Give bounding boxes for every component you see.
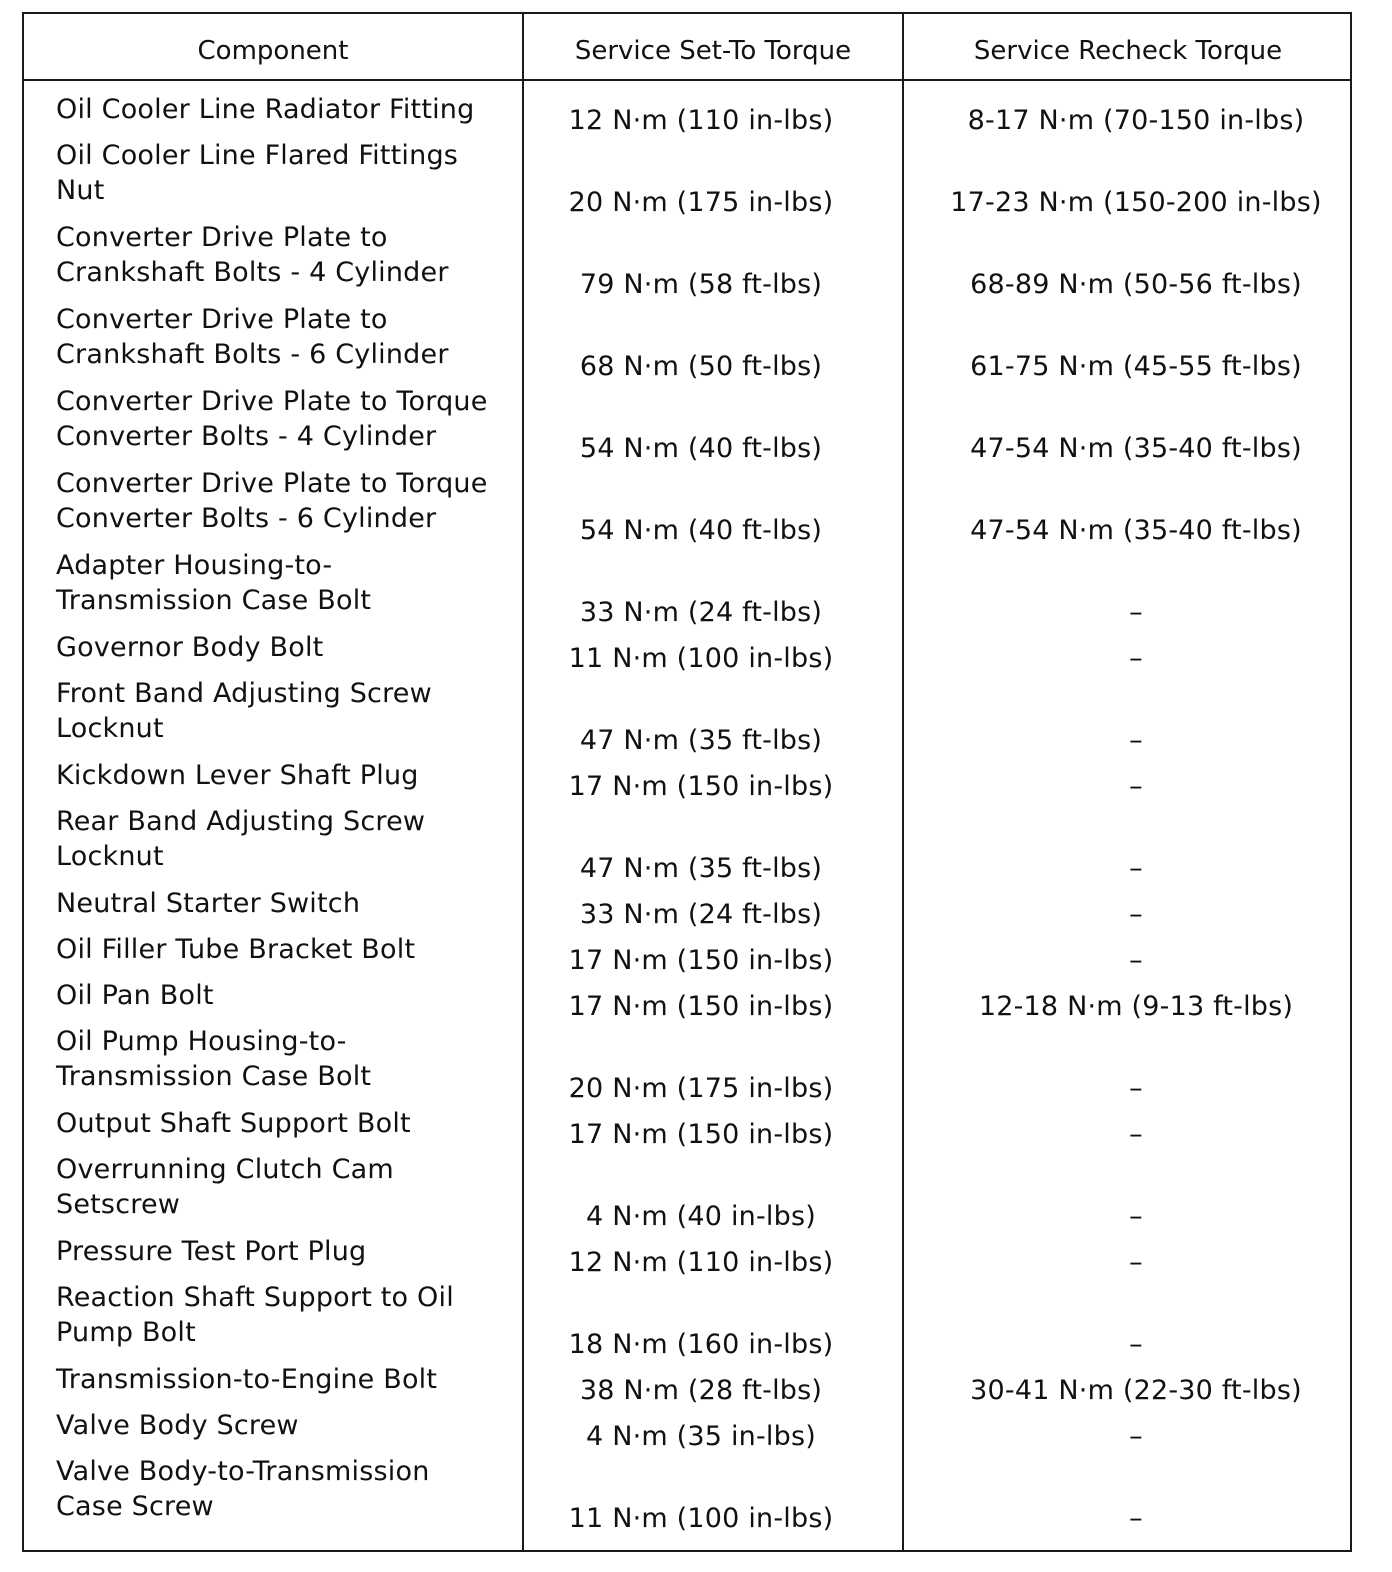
component-cell: Reaction Shaft Support to Oil Pump Bolt (56, 1282, 454, 1348)
recheck-torque-cell: 61-75 N·m (45-55 ft-lbs) (970, 351, 1302, 382)
recheck-torque-cell: 47-54 N·m (35-40 ft-lbs) (970, 515, 1302, 546)
component-cell: Oil Pan Bolt (56, 980, 214, 1011)
component-cell: Valve Body-to-Transmission Case Screw (56, 1456, 430, 1522)
table-row (24, 384, 1350, 466)
set-to-torque-cell: 20 N·m (175 in-lbs) (568, 1073, 834, 1104)
recheck-torque-cell: – (1129, 1247, 1143, 1278)
table-row (24, 932, 1350, 978)
set-to-torque-cell: 11 N·m (100 in-lbs) (568, 643, 834, 674)
component-cell: Oil Cooler Line Flared Fittings Nut (56, 140, 459, 206)
set-to-torque-cell: 54 N·m (40 ft-lbs) (579, 433, 823, 464)
table-row (24, 1454, 1350, 1536)
table-body (24, 92, 1350, 1536)
set-to-torque-cell: 20 N·m (175 in-lbs) (568, 187, 834, 218)
table-row (24, 804, 1350, 886)
table-header (24, 14, 1350, 81)
table-row (24, 1024, 1350, 1106)
table-row (24, 1362, 1350, 1408)
component-cell: Rear Band Adjusting Screw Locknut (56, 806, 426, 872)
recheck-torque-cell: 17-23 N·m (150-200 in-lbs) (950, 187, 1322, 218)
table-row (24, 886, 1350, 932)
table-row (24, 978, 1350, 1024)
recheck-torque-cell: 47-54 N·m (35-40 ft-lbs) (970, 433, 1302, 464)
table-row (24, 758, 1350, 804)
table-row (24, 466, 1350, 548)
recheck-torque-cell: – (1129, 1073, 1143, 1104)
component-cell: Oil Cooler Line Radiator Fitting (56, 94, 475, 125)
component-cell: Converter Drive Plate to Crankshaft Bolts - 4 Cylinder (56, 222, 449, 288)
component-cell: Transmission-to-Engine Bolt (56, 1364, 438, 1395)
recheck-torque-cell: – (1129, 945, 1143, 976)
set-to-torque-cell: 17 N·m (150 in-lbs) (568, 771, 834, 802)
table-row (24, 1280, 1350, 1362)
table-row (24, 1408, 1350, 1454)
table-row (24, 630, 1350, 676)
set-to-torque-cell: 54 N·m (40 ft-lbs) (579, 515, 823, 546)
recheck-torque-cell: – (1129, 1421, 1143, 1452)
recheck-torque-cell: – (1129, 853, 1143, 884)
component-cell: Governor Body Bolt (56, 632, 324, 663)
recheck-torque-cell: 12-18 N·m (9-13 ft-lbs) (978, 991, 1294, 1022)
component-cell: Converter Drive Plate to Crankshaft Bolts - 6 Cylinder (56, 304, 449, 370)
table-row (24, 302, 1350, 384)
component-cell: Oil Pump Housing-to- Transmission Case Bolt (56, 1026, 372, 1092)
table-row (24, 1152, 1350, 1234)
torque-table (22, 12, 1352, 1552)
set-to-torque-cell: 18 N·m (160 in-lbs) (568, 1329, 834, 1360)
component-cell: Valve Body Screw (56, 1410, 299, 1441)
table-row (24, 548, 1350, 630)
table-row (24, 1106, 1350, 1152)
set-to-torque-cell: 47 N·m (35 ft-lbs) (579, 853, 823, 884)
component-cell: Neutral Starter Switch (56, 888, 361, 919)
recheck-torque-cell: – (1129, 771, 1143, 802)
set-to-torque-cell: 68 N·m (50 ft-lbs) (579, 351, 823, 382)
set-to-torque-cell: 17 N·m (150 in-lbs) (568, 945, 834, 976)
component-cell: Adapter Housing-to- Transmission Case Bolt (56, 550, 372, 616)
header-recheck-torque: Service Recheck Torque (973, 36, 1283, 66)
set-to-torque-cell: 79 N·m (58 ft-lbs) (579, 269, 823, 300)
recheck-torque-cell: – (1129, 725, 1143, 756)
component-cell: Pressure Test Port Plug (56, 1236, 367, 1267)
component-cell: Overrunning Clutch Cam Setscrew (56, 1154, 394, 1220)
set-to-torque-cell: 38 N·m (28 ft-lbs) (579, 1375, 823, 1406)
set-to-torque-cell: 17 N·m (150 in-lbs) (568, 1119, 834, 1150)
recheck-torque-cell: – (1129, 1119, 1143, 1150)
set-to-torque-cell: 4 N·m (40 in-lbs) (586, 1201, 816, 1232)
recheck-torque-cell: – (1129, 1201, 1143, 1232)
set-to-torque-cell: 47 N·m (35 ft-lbs) (579, 725, 823, 756)
component-cell: Converter Drive Plate to Torque Converter Bolts - 4 Cylinder (56, 386, 488, 452)
recheck-torque-cell: – (1129, 1503, 1143, 1534)
recheck-torque-cell: 8-17 N·m (70-150 in-lbs) (967, 105, 1305, 136)
set-to-torque-cell: 33 N·m (24 ft-lbs) (579, 597, 823, 628)
set-to-torque-cell: 12 N·m (110 in-lbs) (568, 105, 834, 136)
recheck-torque-cell: 30-41 N·m (22-30 ft-lbs) (970, 1375, 1302, 1406)
component-cell: Front Band Adjusting Screw Locknut (56, 678, 432, 744)
set-to-torque-cell: 17 N·m (150 in-lbs) (568, 991, 834, 1022)
table-row (24, 676, 1350, 758)
recheck-torque-cell: – (1129, 1329, 1143, 1360)
header-component: Component (197, 36, 349, 66)
set-to-torque-cell: 12 N·m (110 in-lbs) (568, 1247, 834, 1278)
table-row (24, 1234, 1350, 1280)
header-set-to-torque: Service Set-To Torque (574, 36, 852, 66)
component-cell: Kickdown Lever Shaft Plug (56, 760, 419, 791)
recheck-torque-cell: – (1129, 597, 1143, 628)
recheck-torque-cell: – (1129, 643, 1143, 674)
recheck-torque-cell: 68-89 N·m (50-56 ft-lbs) (970, 269, 1302, 300)
set-to-torque-cell: 33 N·m (24 ft-lbs) (579, 899, 823, 930)
table-row (24, 220, 1350, 302)
recheck-torque-cell: – (1129, 899, 1143, 930)
component-cell: Converter Drive Plate to Torque Converter Bolts - 6 Cylinder (56, 468, 488, 534)
set-to-torque-cell: 4 N·m (35 in-lbs) (586, 1421, 816, 1452)
component-cell: Output Shaft Support Bolt (56, 1108, 411, 1139)
set-to-torque-cell: 11 N·m (100 in-lbs) (568, 1503, 834, 1534)
table-row (24, 92, 1350, 138)
table-row (24, 138, 1350, 220)
component-cell: Oil Filler Tube Bracket Bolt (56, 934, 416, 965)
